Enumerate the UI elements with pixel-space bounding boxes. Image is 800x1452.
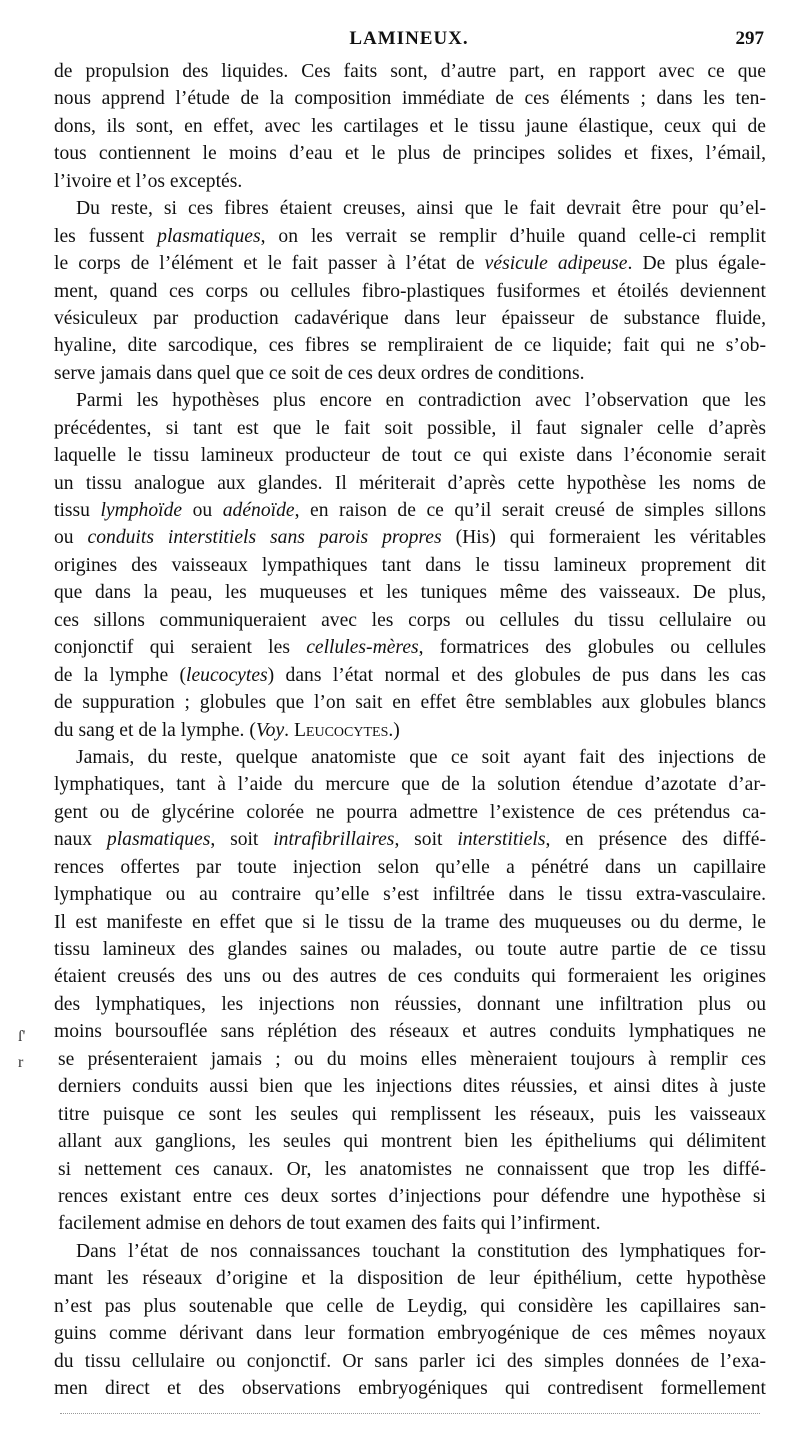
text-line: précédentes, si tant est que le fait soit possible, il faut signaler celle d’après: [54, 417, 766, 439]
page-header: [54, 28, 764, 56]
text-line: titre puisque ce sont les seules qui remplissent les réseaux, puis les vaisseaux: [58, 1103, 766, 1125]
text-line: nous apprend l’étude de la composition immédiate de ces éléments ; dans les ten-: [54, 88, 766, 110]
text-line: conjonctif qui seraient les cellules-mères, formatrices des globules ou cellules: [54, 637, 766, 659]
text-line: de propulsion des liquides. Ces faits sont, d’autre part, en rapport avec ce que: [54, 61, 766, 82]
margin-annotation: ſ': [18, 1028, 26, 1045]
running-title: LAMINEUX.: [349, 28, 469, 49]
text-line: vésiculeux par production cadavérique dans leur épaisseur de substance fluide,: [54, 307, 766, 329]
text-line: l’ivoire et l’os exceptés.: [54, 170, 243, 192]
text-line: tissu lymphoïde ou adénoïde, en raison de ce qu’il serait creusé de simples sillons: [54, 500, 767, 521]
text-line: facilement admise en dehors de tout examen des faits qui l’infirment.: [58, 1213, 601, 1235]
body-text: [54, 58, 766, 1402]
text-line: gent ou de glycérine colorée ne pourra admettre l’existence de ces prétendus ca-: [54, 801, 766, 823]
text-line: que dans la peau, les muqueuses et les tuniques même des vaisseaux. De plus,: [54, 582, 766, 604]
text-line: si nettement ces canaux. Or, les anatomistes ne connaissent que trop les diffé-: [58, 1158, 766, 1180]
text-line: Jamais, du reste, quelque anatomiste que ce soit ayant fait des injections de: [76, 746, 766, 768]
text-line: origines des vaisseaux lympathiques tant dans le tissu lamineux proprement dit: [54, 554, 766, 576]
margin-annotation: r: [18, 1054, 24, 1071]
text-line: ces sillons communiqueraient avec les corps ou cellules du tissu cellulaire ou: [54, 609, 766, 631]
text-line: se présenteraient jamais ; ou du moins elles mèneraient toujours à remplir ces: [58, 1048, 766, 1070]
text-line: lymphatique ou au contraire qu’elle s’est infiltrée dans le tissu extra-vasculaire.: [54, 884, 766, 906]
text-line: ou conduits interstitiels sans parois propres (His) qui formeraient les véritables: [54, 527, 767, 549]
text-line: les fussent plasmatiques, on les verrait se remplir d’huile quand celle-ci remplit: [54, 225, 766, 247]
text-line: laquelle le tissu lamineux producteur de tout ce qui existe dans l’économie serait: [54, 445, 766, 467]
text-line: du tissu cellulaire ou conjonctif. Or sans parler ici des simples données de l’exa-: [54, 1350, 766, 1372]
page-number: 297: [735, 28, 764, 49]
text-line: Il est manifeste en effet que si le tissu de la trame des muqueuses ou du derme, le: [54, 911, 766, 933]
text-line: étaient creusés des uns ou des autres de ces conduits qui formeraient les origines: [54, 966, 766, 988]
text-line: allant aux ganglions, les seules qui montrent bien les épitheliums qui délimitent: [58, 1131, 766, 1153]
text-line: hyaline, dite sarcodique, ces fibres se rempliraient de ce liquide; fait qui ne s’ob-: [54, 335, 766, 357]
text-line: de la lymphe (leucocytes) dans l’état normal et des globules de pus dans les cas: [54, 664, 766, 686]
text-line: serve jamais dans quel que ce soit de ces deux ordres de conditions.: [54, 362, 585, 384]
text-line: Dans l’état de nos connaissances touchant la constitution des lymphatiques for-: [76, 1240, 766, 1262]
text-line: derniers conduits aussi bien que les injections dites réussies, et ainsi dites à juste: [58, 1076, 766, 1098]
text-line: guins comme dérivant dans leur formation embryogénique de ces mêmes noyaux: [54, 1323, 766, 1345]
text-line: du sang et de la lymphe. (Voy. Leucocytes.): [54, 719, 400, 741]
text-line: lymphatiques, tant à l’aide du mercure que de la solution étendue d’azotate d’ar-: [54, 774, 766, 796]
text-line: men direct et des observations embryogéniques qui contredisent formellement: [54, 1378, 766, 1399]
text-line: rences existant entre ces deux sortes d’injections pour défendre une hypothèse si: [58, 1185, 766, 1207]
text-line: naux plasmatiques, soit intrafibrillaires, soit interstitiels, en présence des diffé-: [54, 829, 766, 851]
text-line: un tissu analogue aux glandes. Il mériterait d’après cette hypothèse les noms de: [54, 472, 766, 494]
footer-dotted-rule: [60, 1413, 760, 1414]
text-line: Parmi les hypothèses plus encore en contradiction avec l’observation que les: [76, 390, 766, 412]
text-line: moins boursouflée sans réplétion des réseaux et autres conduits lymphatiques ne: [54, 1021, 766, 1043]
text-line: de suppuration ; globules que l’on sait en effet être semblables aux globules blancs: [54, 692, 766, 714]
text-line: tous contiennent le moins d’eau et le plus de principes solides et fixes, l’émail,: [54, 143, 766, 165]
text-line: ment, quand ces corps ou cellules fibro-plastiques fusiformes et étoilés deviennent: [54, 280, 766, 302]
text-line: tissu lamineux des glandes saines ou malades, ou toute autre partie de ce tissu: [54, 939, 766, 960]
text-line: mant les réseaux d’origine et la disposition de leur épithélium, cette hypothèse: [54, 1268, 766, 1290]
text-line: des lymphatiques, les injections non réussies, donnant une infiltration plus ou: [54, 993, 766, 1015]
text-line: le corps de l’élément et le fait passer à l’état de vésicule adipeuse. De plus égale-: [54, 253, 766, 275]
text-line: rences offertes par toute injection selon qu’elle a pénétré dans un capillaire: [54, 856, 766, 878]
text-line: dons, ils sont, en effet, avec les cartilages et le tissu jaune élastique, ceux qui de: [54, 115, 766, 137]
text-line: n’est pas plus soutenable que celle de Leydig, qui considère les capillaires san-: [54, 1295, 766, 1317]
text-line: Du reste, si ces fibres étaient creuses, ainsi que le fait devrait être pour qu’el-: [76, 198, 766, 220]
